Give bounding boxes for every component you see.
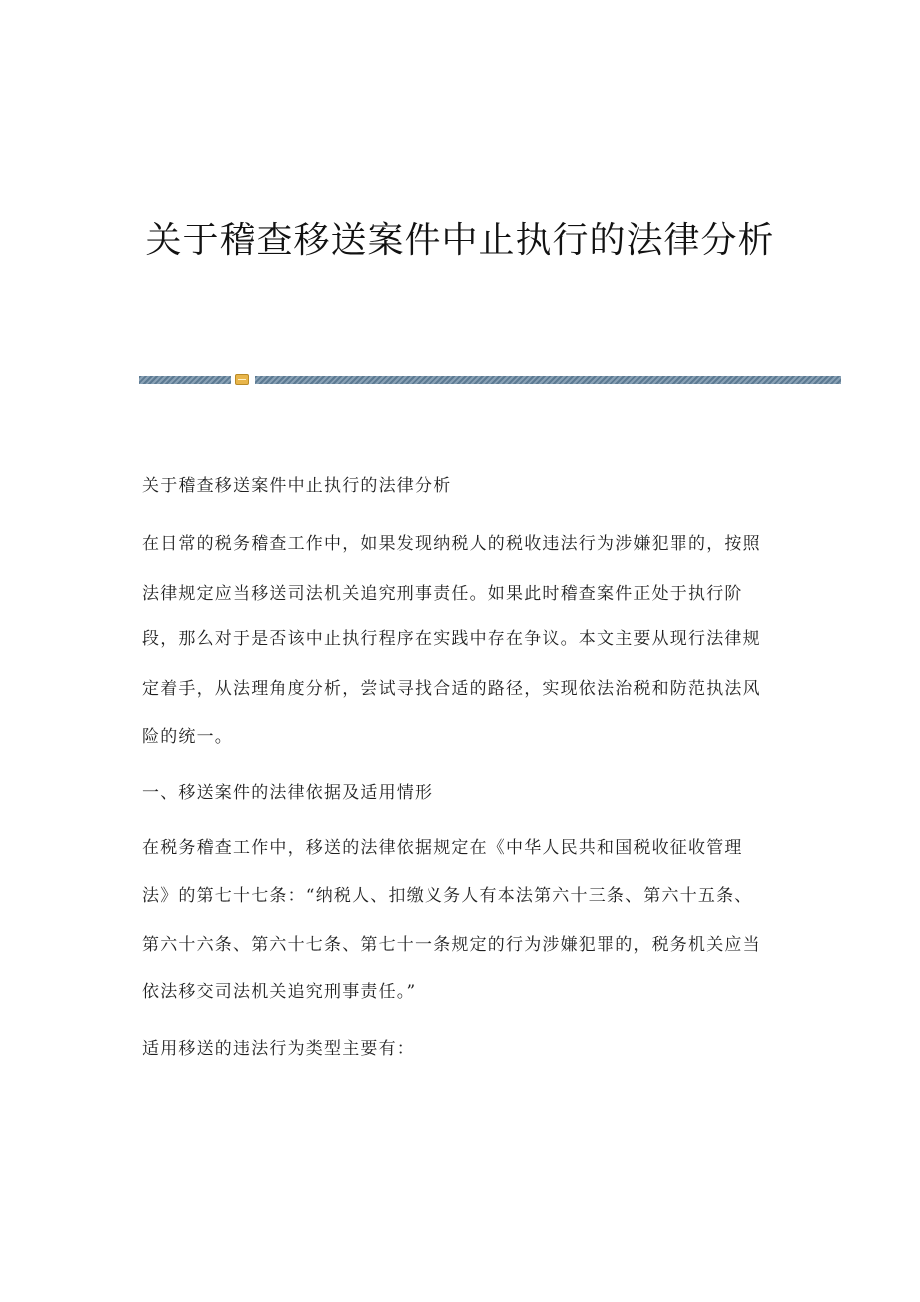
document-title: 关于稽查移送案件中止执行的法律分析 [145, 220, 775, 261]
paragraph-line: 在税务稽查工作中，移送的法律依据规定在《中华人民共和国税收征收管理 [142, 838, 743, 858]
paragraph-line: 定着手，从法理角度分析，尝试寻找合适的路径，实现依法治税和防范执法风 [142, 679, 761, 699]
paragraph-line: 险的统一。 [142, 727, 233, 747]
paragraph-line: 第六十六条、第六十七条、第七十一条规定的行为涉嫌犯罪的，税务机关应当 [142, 935, 761, 955]
section-heading: 一、移送案件的法律依据及适用情形 [142, 783, 434, 803]
body-heading-repeat: 关于稽查移送案件中止执行的法律分析 [142, 476, 452, 496]
divider-ornament-icon [235, 374, 249, 385]
paragraph-line: 在日常的税务稽查工作中，如果发现纳税人的税收违法行为涉嫌犯罪的，按照 [142, 534, 761, 554]
paragraph-line: 法律规定应当移送司法机关追究刑事责任。如果此时稽查案件正处于执行阶 [142, 584, 743, 604]
divider-bar-right [255, 376, 841, 384]
divider-bar-left [139, 376, 231, 384]
title-divider [139, 374, 841, 386]
paragraph-line: 段，那么对于是否该中止执行程序在实践中存在争议。本文主要从现行法律规 [142, 629, 761, 649]
paragraph-line: 依法移交司法机关追究刑事责任。” [142, 982, 417, 1002]
paragraph-line: 适用移送的违法行为类型主要有： [142, 1039, 415, 1059]
paragraph-line: 法》的第七十七条：“纳税人、扣缴义务人有本法第六十三条、第六十五条、 [142, 886, 753, 906]
